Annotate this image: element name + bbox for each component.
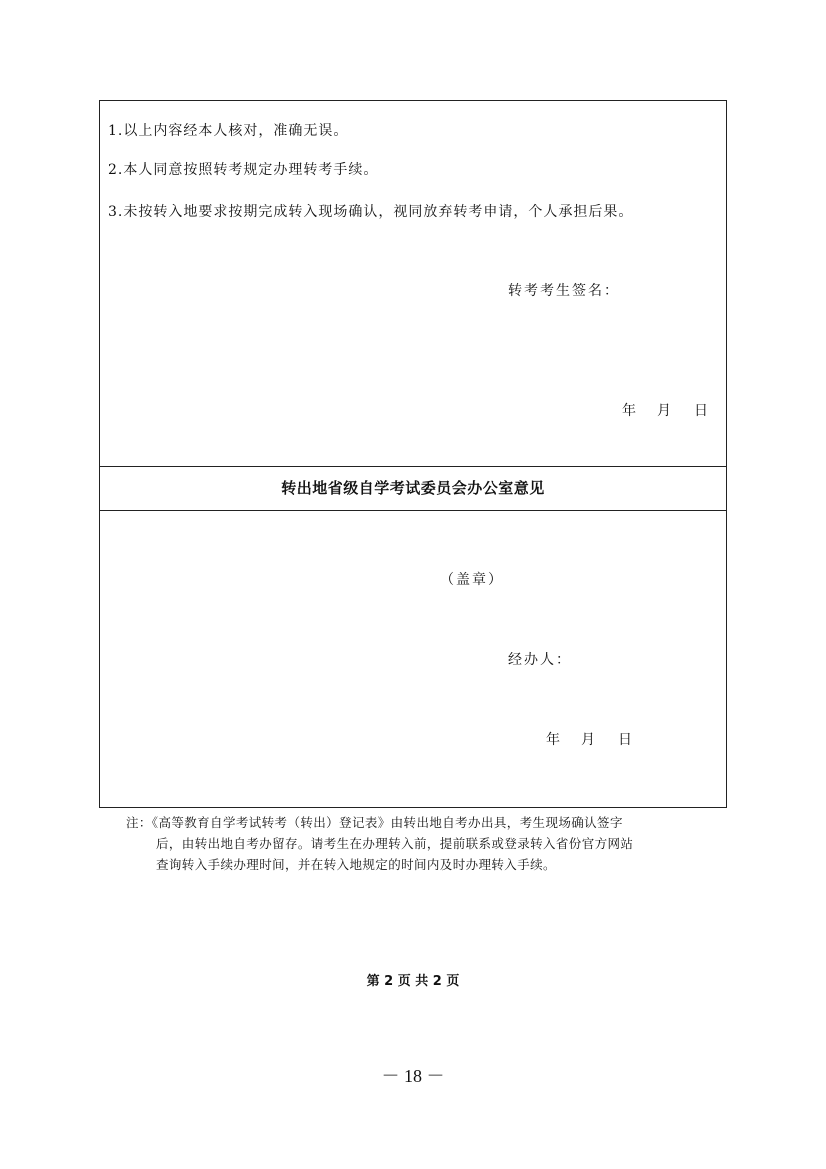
opinion-section [100,511,726,807]
opinion-header-row [100,466,726,511]
registration-form-table [99,100,727,808]
opinion-date [546,729,633,749]
page-info: 第 2 页 共 2 页 [366,974,460,989]
date-day: 日 [618,732,633,748]
handler-label: 经办人： [508,652,572,668]
footnote-line-3: 查询转入手续办理时间，并在转入地规定的时间内及时办理转入手续。 [156,857,556,872]
footnote [126,812,706,875]
declaration-item-1: 1.以上内容经本人核对，准确无误。 [108,123,349,139]
page-number: － 18 － [381,1066,445,1086]
date-month: 月 [581,732,596,748]
date-day: 日 [694,403,709,419]
declaration-section [100,101,726,467]
seal-label: （盖章） [440,572,504,588]
signature-label: 转考考生签名： [508,283,620,299]
date-month: 月 [657,403,672,419]
date-year: 年 [546,732,561,748]
footnote-line-1: 注：《高等教育自学考试转考（转出）登记表》由转出地自考办出具，考生现场确认签字 [126,815,623,830]
declaration-item-3: 3.未按转入地要求按期完成转入现场确认，视同放弃转考申请，个人承担后果。 [108,204,634,220]
declaration-item-2: 2.本人同意按照转考规定办理转考手续。 [108,162,379,178]
date-year: 年 [622,403,637,419]
opinion-header-title: 转出地省级自学考试委员会办公室意见 [281,479,545,497]
footnote-line-2: 后，由转出地自考办留存。请考生在办理转入前，提前联系或登录转入省份官方网站 [156,836,634,851]
declaration-date [622,400,709,420]
